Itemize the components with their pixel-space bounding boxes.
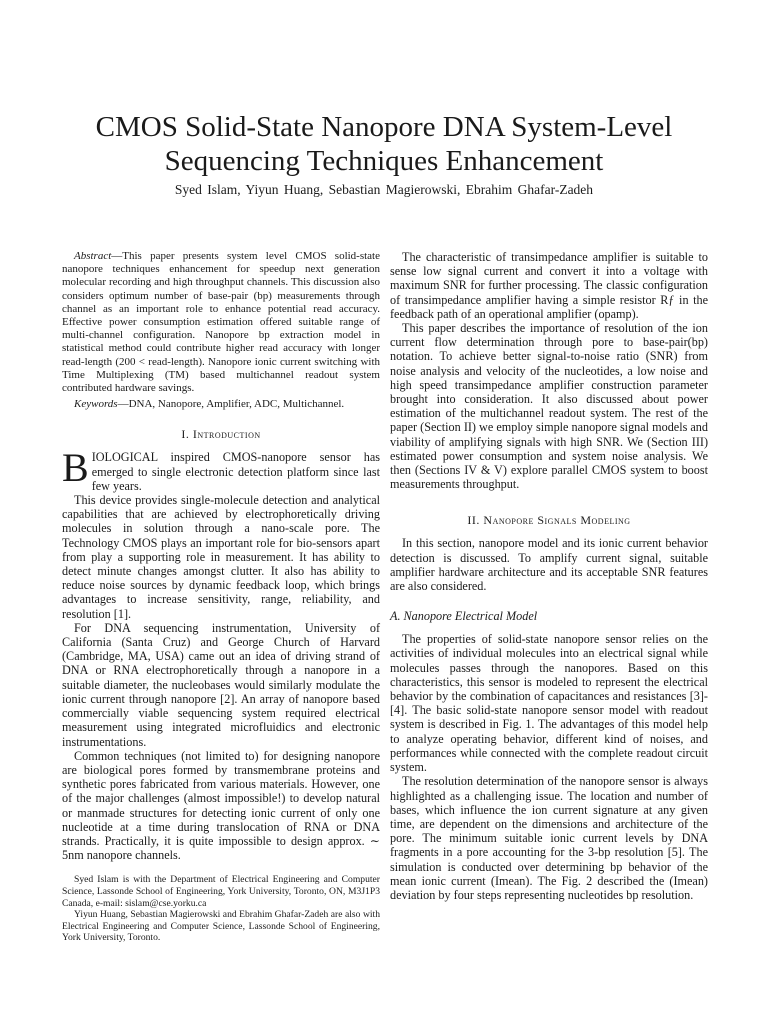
abstract-label: Abstract [74, 250, 112, 262]
right-paragraph-1: The characteristic of transimpedance amplifier is suitable to sense low signal current and convert it into a voltage with maximum SNR for further processing. The classic configuration of transimpedance amplifier having a simple resistor Rƒ in the feedback path of an operational amplifier (opamp). [390, 250, 708, 321]
abstract-text: —This paper presents system level CMOS solid-state nanopore techniques enhancement for speedup next generation molecular recording and high throughput channels. This discussion also considers optimum number of base-pair (bp) measurements through channel as an important role to enhance potential read accuracy. Effective power consumption estimation offered suitable range of multi-channel configuration. Nanopore bp extraction model in statistical method could contribute higher read accuracy with longer read-length (200 < read-length). Nanopore ionic current switching with Time Multiplexing (TM) based multichannel readout system contributed hardware savings. [62, 250, 380, 395]
footnote-affiliation-1: Syed Islam is with the Department of Electrical Engineering and Computer Science, Lassonde School of Engineering, York University, Toronto, ON, M3J1P3 Canada, e-mail: sislam@cse.yorku.ca [62, 874, 380, 909]
footnote-affiliation-2: Yiyun Huang, Sebastian Magierowski and Ebrahim Ghafar-Zadeh are also with Electrical Engineering and Computer Science, Lassonde School of Engineering, York University, Toronto. [62, 909, 380, 944]
intro-paragraph-2: This device provides single-molecule detection and analytical capabilities that are achieved by electrophoretically driving molecules in solution through a nano-scale pore. The Technology CMOS plays an important role for bio-sensors apart from play a supporting role in measurement. It has ability to detect minute changes amongst clutter. It also has ability to reduce noise sources by dynamic feedback loop, which brings advantages to increase sensitivity, range, reliability, and resolution [1]. [62, 493, 380, 621]
section-heading-introduction: I. Introduction [181, 427, 261, 442]
keywords-text: —DNA, Nanopore, Amplifier, ADC, Multichannel. [117, 398, 345, 411]
section2-paragraph-2: The properties of solid-state nanopore sensor relies on the activities of individual molecules into an electrical signal while molecules passes through the nanopores. Based on this characteristics, this sensor is modeled to represent the electrical behavior by the combination of capacitances and resistances [3]-[4]. The basic solid-state nanopore sensor model with readout system is described in Fig. 1. The advantages of this model help to analyze operating behavior, different kind of noises, and performances while connected with the complete readout circuit system. [390, 632, 708, 775]
author-list: Syed Islam, Yiyun Huang, Sebastian Magierowski, Ebrahim Ghafar-Zadeh [174, 182, 594, 197]
left-column [62, 250, 380, 944]
section-heading-signals-modeling: II. Nanopore Signals Modeling [467, 513, 631, 528]
intro-paragraph-4: Common techniques (not limited to) for designing nanopore are biological pores formed by transmembrane proteins and synthetic pores fabricated from various materials. However, one of the major challenges (almost impossible!) to develop natural or manmade structures for detecting ionic current of only one nucleotide at a time during translocation of RNA or DNA strands. Practically, it is quite impossible to design approx. ∼ 5nm nanopore channels. [62, 748, 380, 863]
section2-paragraph-3: The resolution determination of the nanopore sensor is always highlighted as a challenging issue. The location and number of bases, which influence the ion current signature at any given time, are dependent on the dimensions and architecture of the pore. The minimum suitable ionic current levels by DNA fragments in a pore accounting for the 3-bp resolution [5]. The simulation is conducted over determining bp behavior of the mean ionic current (Imean). The Fig. 2 described the (Imean) deviation by four steps representing nucleotides bp resolution. [390, 774, 708, 902]
section2-paragraph-1: In this section, nanopore model and its ionic current behavior detection is discussed. To amplify current signal, suitable amplifier hardware architecture and its acceptable SNR features are also considered. [390, 536, 708, 594]
intro-paragraph-1-text: IOLOGICAL inspired CMOS-nanopore sensor has emerged to single electronic detection platform since last few years. [91, 450, 380, 493]
paper-title: CMOS Solid-State Nanopore DNA System-Level Sequencing Techniques Enhancement [95, 111, 673, 177]
drop-cap: B [62, 445, 89, 491]
right-paragraph-2: This paper describes the importance of resolution of the ion current flow determination through pore to base-pair(bp) notation. To achieve better signal-to-noise ratio (SNR) from noise analysis and velocity of the nucleotides, a low noise and high speed transimpedance amplifier construction parameter brought into consideration. It also discussed about power estimation of the multichannel readout system. The rest of the paper (Section II) we employ simple nanopore signal models and viability of amplifying signals with high SNR. We (Section III) estimated power consumption and system noise analysis. We then (Sections IV & V) explore parallel CMOS system to boost measurements throughput. [390, 321, 708, 492]
subsection-heading-electrical-model: A. Nanopore Electrical Model [390, 609, 538, 624]
keywords [62, 398, 380, 411]
abstract [62, 250, 380, 395]
intro-paragraph-3: For DNA sequencing instrumentation, University of California (Santa Cruz) and George Church of Harvard (Cambridge, MA, USA) came out an idea of driving strand of DNA or RNA electrophoretically through a nanopore in a suitable diameter, the nucleobases would similarly modulate the ionic current through nanopore [2]. An array of nanopore based commercially viable sequencing system required electrical measurement using integrated microfluidics and electronic instrumentations. [62, 620, 380, 749]
intro-paragraph-1 [62, 445, 380, 493]
keywords-label: Keywords [74, 398, 118, 411]
footnotes [62, 874, 380, 944]
right-column [390, 250, 708, 902]
